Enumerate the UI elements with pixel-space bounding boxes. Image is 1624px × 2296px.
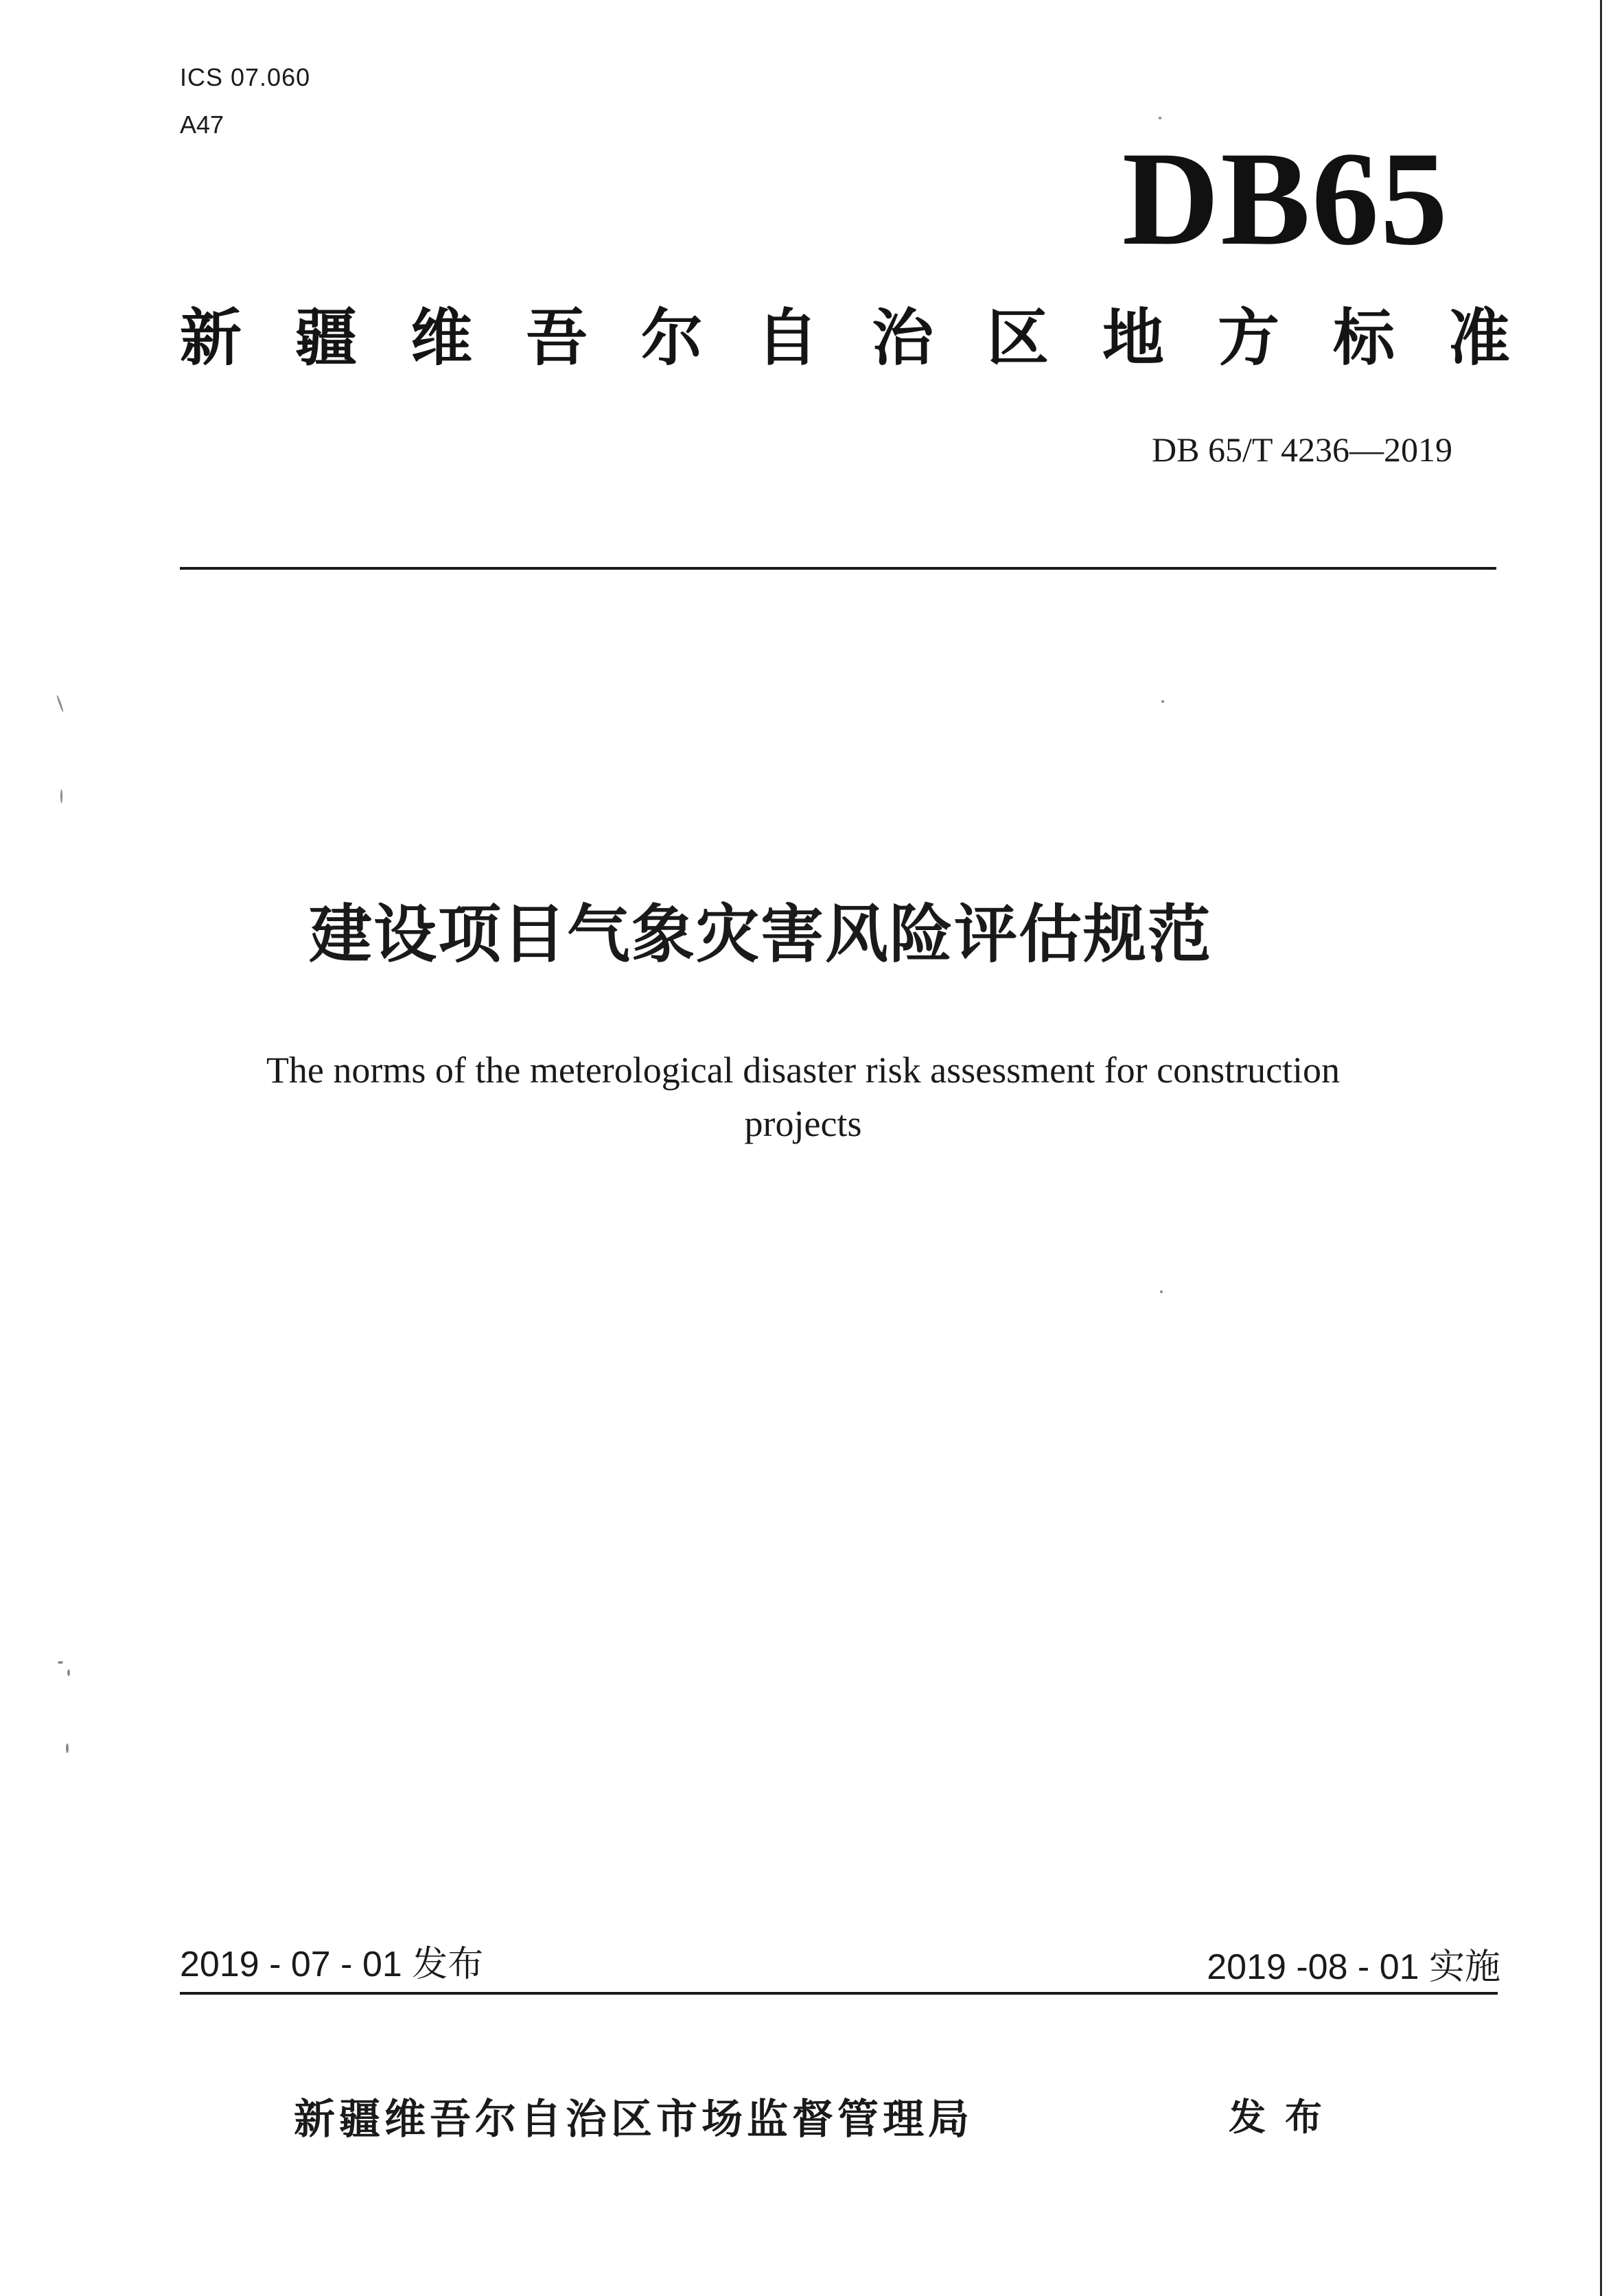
scan-speck (1159, 117, 1161, 119)
standard-logo: DB65 (1122, 124, 1449, 273)
scan-speck (1161, 700, 1164, 703)
document-title-english: The norms of the meterological disaster risk assessment for construction projects (266, 1050, 1341, 1144)
standard-number: DB 65/T 4236—2019 (1152, 430, 1452, 469)
scan-speck (56, 695, 65, 712)
classification-code: A47 (180, 111, 224, 139)
publish-label: 发布 (1229, 2096, 1341, 2139)
scan-speck (1160, 1290, 1163, 1293)
implementation-date: 2019 -08 - 01 实施 (1207, 1947, 1500, 1987)
issuing-authority: 新疆维吾尔自治区市场监督管理局 (294, 2096, 973, 2144)
scan-edge-line (1600, 0, 1602, 2296)
standard-type-heading: 新疆维吾尔自治区地方标准 (180, 302, 1564, 374)
scan-speck (67, 1669, 70, 1676)
ics-code: ICS 07.060 (180, 63, 311, 91)
scan-speck (66, 1743, 69, 1753)
bottom-divider (180, 1992, 1498, 1995)
scan-speck (58, 1661, 63, 1664)
document-title-chinese: 建设项目气象灾害风险评估规范 (308, 898, 1212, 971)
scan-speck (60, 789, 62, 803)
top-divider (180, 567, 1496, 570)
issue-date: 2019 - 07 - 01 发布 (180, 1945, 484, 1984)
